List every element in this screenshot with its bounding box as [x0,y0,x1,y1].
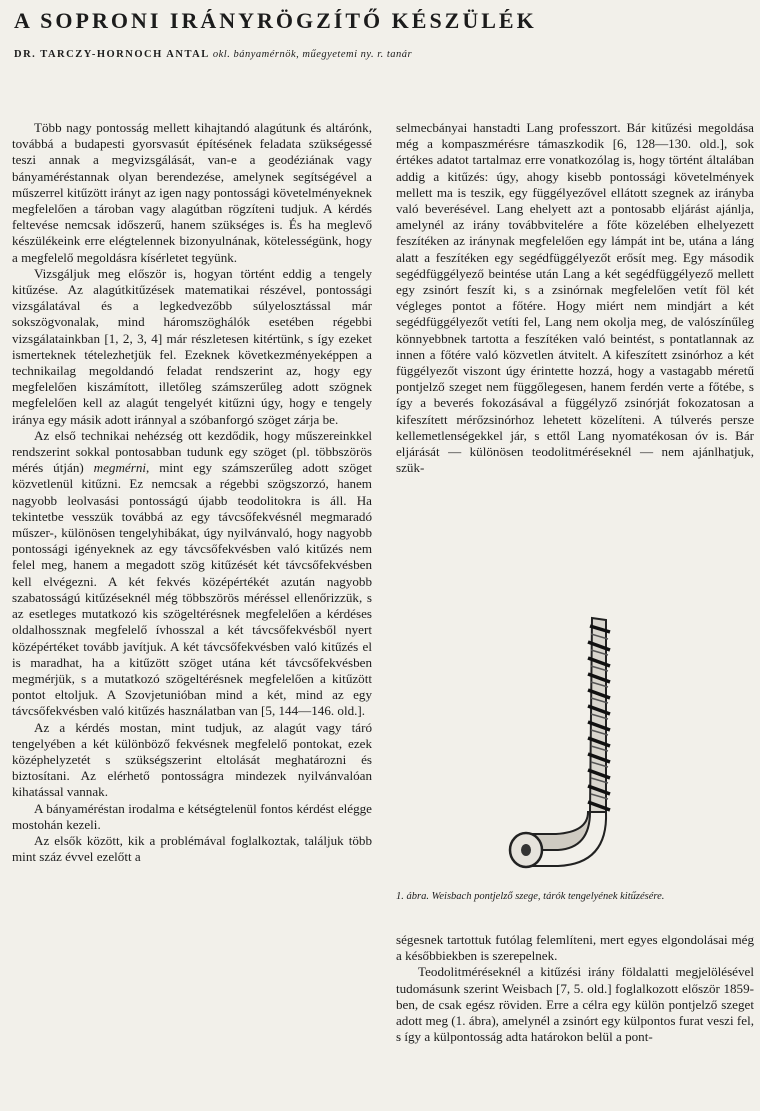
paragraph-text: Az első technikai nehézség ott kezdődik, hogy műszereinkkel rendszerint sokkal pontosabban tudunk egy szöget (pl. többszörös mérés útján) [12,427,372,476]
right-column-bottom [396,932,754,1045]
article-title: A SOPRONI IRÁNYRÖGZÍTŐ KÉSZÜLÉK [14,8,537,33]
weisbach-pin-illustration [506,612,646,882]
paragraph: Az a kérdés mostan, mint tudjuk, az alagút vagy táró tengelyében a két különböző fekvésnek megfelelő pontokat, ezek középhelyzetét s szükségszerint eltolását meghatározni és biztosítani. Az elérhető pontosságra mindezek nyilvánvalóan kihatással vannak. [12,719,372,800]
emphasis-text: megmérni [93,460,147,476]
author-name: DR. TARCZY-HORNOCH ANTAL [14,49,210,60]
byline [14,49,754,60]
left-column [12,120,372,865]
figure [396,612,754,922]
figure-caption: 1. ábra. Weisbach pontjelző szege, tárók tengelyének kitűzésére. [396,891,665,902]
paragraph: A bányaméréstan irodalma e kétségtelenül fontos kérdést elégge mostohán kezeli. [12,800,372,832]
paragraph: selmecbányai hanstadti Lang professzort. Bár kitűzési megoldása még a kompaszmérésre támaszkodik [6, 128—130. old.], sok értékes adatot tartalmaz erre vonatkozólag is, hogy történt általában addig a kitűzés: úgy, ahogy kisebb pontossági követelmények mellett ma is teszik, egy függélyezővel ellátott szegnek az irányba való beverésével. Lang ehelyett azt a pontosabb eljárást ajánlja, amelynél az irány továbbvitelére a főte közelében elhelyezett feszítéken az iránynak megfelelően egy lámpát int be, utána a láng alatt a feszítéken egy segédfüggélyezőt erősít meg. Egy második segédfüggélyező beintése után Lang a két segédfüggélyező mellett egy zsinórt feszít ki, s a zsinórnak megfelelően vetít föl két végleges pontot a főtére. Hogy miért nem mindjárt a két segédfüggélyezőt vetíti fel, Lang nem okolja meg, de valószínűleg könnyebbnek tartotta a feszítéken való beintést, s pontatlannak az innen a főtére való közvetlen átvitelt. A kifeszített zsinórhoz a két függélyezőt viszont úgy érintette hozzá, hogy a vastagabb méretű pontjelző szeget nem függőlegesen, hanem ferdén verte a főtébe, s így a beverés fokozásával a függélyző zsinórját fokozatosan a kifeszített mérőzsinórhoz lehetett közelíteni. A túlverés persze kellemetlenségekkel jár, s ettől Lang nyomatékosan óv is. Bár eljárását — különösen teodolitméréseknél — nem ajánlhatjuk, szük- [396,120,754,476]
author-role: okl. bányamérnök, műegyetemi ny. r. tanár [212,49,413,60]
paragraph: Teodolitméréseknél a kitűzési irány földalatti megjelölésével tudomásunk szerint Weisbach [7, 5. old.] foglalkozott először 1859-ben, de csak egész röviden. Erre a célra egy külön pontjelző szeget adott meg (1. ábra), amelynél a zsinórt egy külpontos furat veszi fel, s így a külpontosság adta határokon belül a pont- [396,964,754,1045]
right-column-top [396,120,754,476]
paragraph-text: , mint egy számszerűleg adott szöget közvetlenül kitűzni. Ez nemcsak a régebbi szögszorzó, hanem nagyobb leolvasási pontosságú újabb teodolitokra is áll. Ha tekintetbe vesszük továbbá az egy távcsőfekvésnél megmaradó műszer-, különösen tengelyhibákat, úgy nyilvánvaló, hogy nagyobb pontossági igényeknek az egy távcsőfekvésben való kitűzés nem felel meg, hanem a megadott szög kitűzését két távcsőfekvésben kell elvégezni. A két fekvés középértékét azután nagyobb szabatosságú kitűzéseknél még többszörös méréssel ellenőrizzük, s az esetleges mutatkozó kis szögeltérésnek megfelelően a kérdéses oldalhossznak megfelelő ívhosszal a két távcsőfekvésből nyert középértéket tovább javítjuk. A két távcsőfekvésben való kitűzés el is maradhat, ha a kitűzött szöget utána két távcsőfekvésben megmérjük, s a mutatkozó szögeltérésnek megfelelően a kitűzött pontot eltoljuk. A Szovjetunióban mind a két, mind az egy távcsőfekvésben való kitűzés használatban van [5, 144—146. old.]. [12,460,372,719]
paragraph: Az elsők között, kik a problémával foglalkoztak, találjuk több mint száz évvel ezelőtt a [12,832,372,865]
paragraph: Több nagy pontosság mellett kihajtandó alagútunk és altárónk, továbbá a budapesti gyorsvasút építésének feladata szükségessé teszi annak a megvizsgálását, van-e a geodéziának vagy bányaméréstannak olyan berendezése, amelynek segítségével a műszerrel kitűzött irányt az igen nagy pontossági követelményeknek megfelelően a tároban vagy alagútban rögzíteni tudjuk. A kérdés feltevése nemcsak időszerű, hanem szükséges is. És ha meglevő készülékeink erre elégtelennek bizonyulnának, kötelességünk, hogy a megfelelő megoldásra kísérletet tegyünk. [12,120,372,265]
paragraph [12,428,372,720]
paragraph: Vizsgáljuk meg először is, hogyan történt eddig a tengely kitűzése. Az alagútkitűzések matematikai részével, pontossági vizsgálatával és a legkedvezőbb súlyelosztással már sokszögvonalak, mind háromszöghálók esetében régebbi vizsgálatainkban [1, 2, 3, 4] már részletesen kitértünk, s így ezeket ismerteknek tételezhetjük fel. Ezeknek következményeképpen a technikailag megoldandó feladat rendszerint az, hogy egy megfelelően kiszámított, illetőleg számszerűleg adott szögnek megfelelően kell az alagút tengelyét kitűzni úgy, hogy e tengely iránya egy másik adott iránnyal a szóbanforgó szöget zárja be. [12,265,372,427]
paragraph: ségesnek tartottuk futólag felemlíteni, mert egyes elgondolásai még a későbbiekben is szerepelnek. [396,932,754,964]
